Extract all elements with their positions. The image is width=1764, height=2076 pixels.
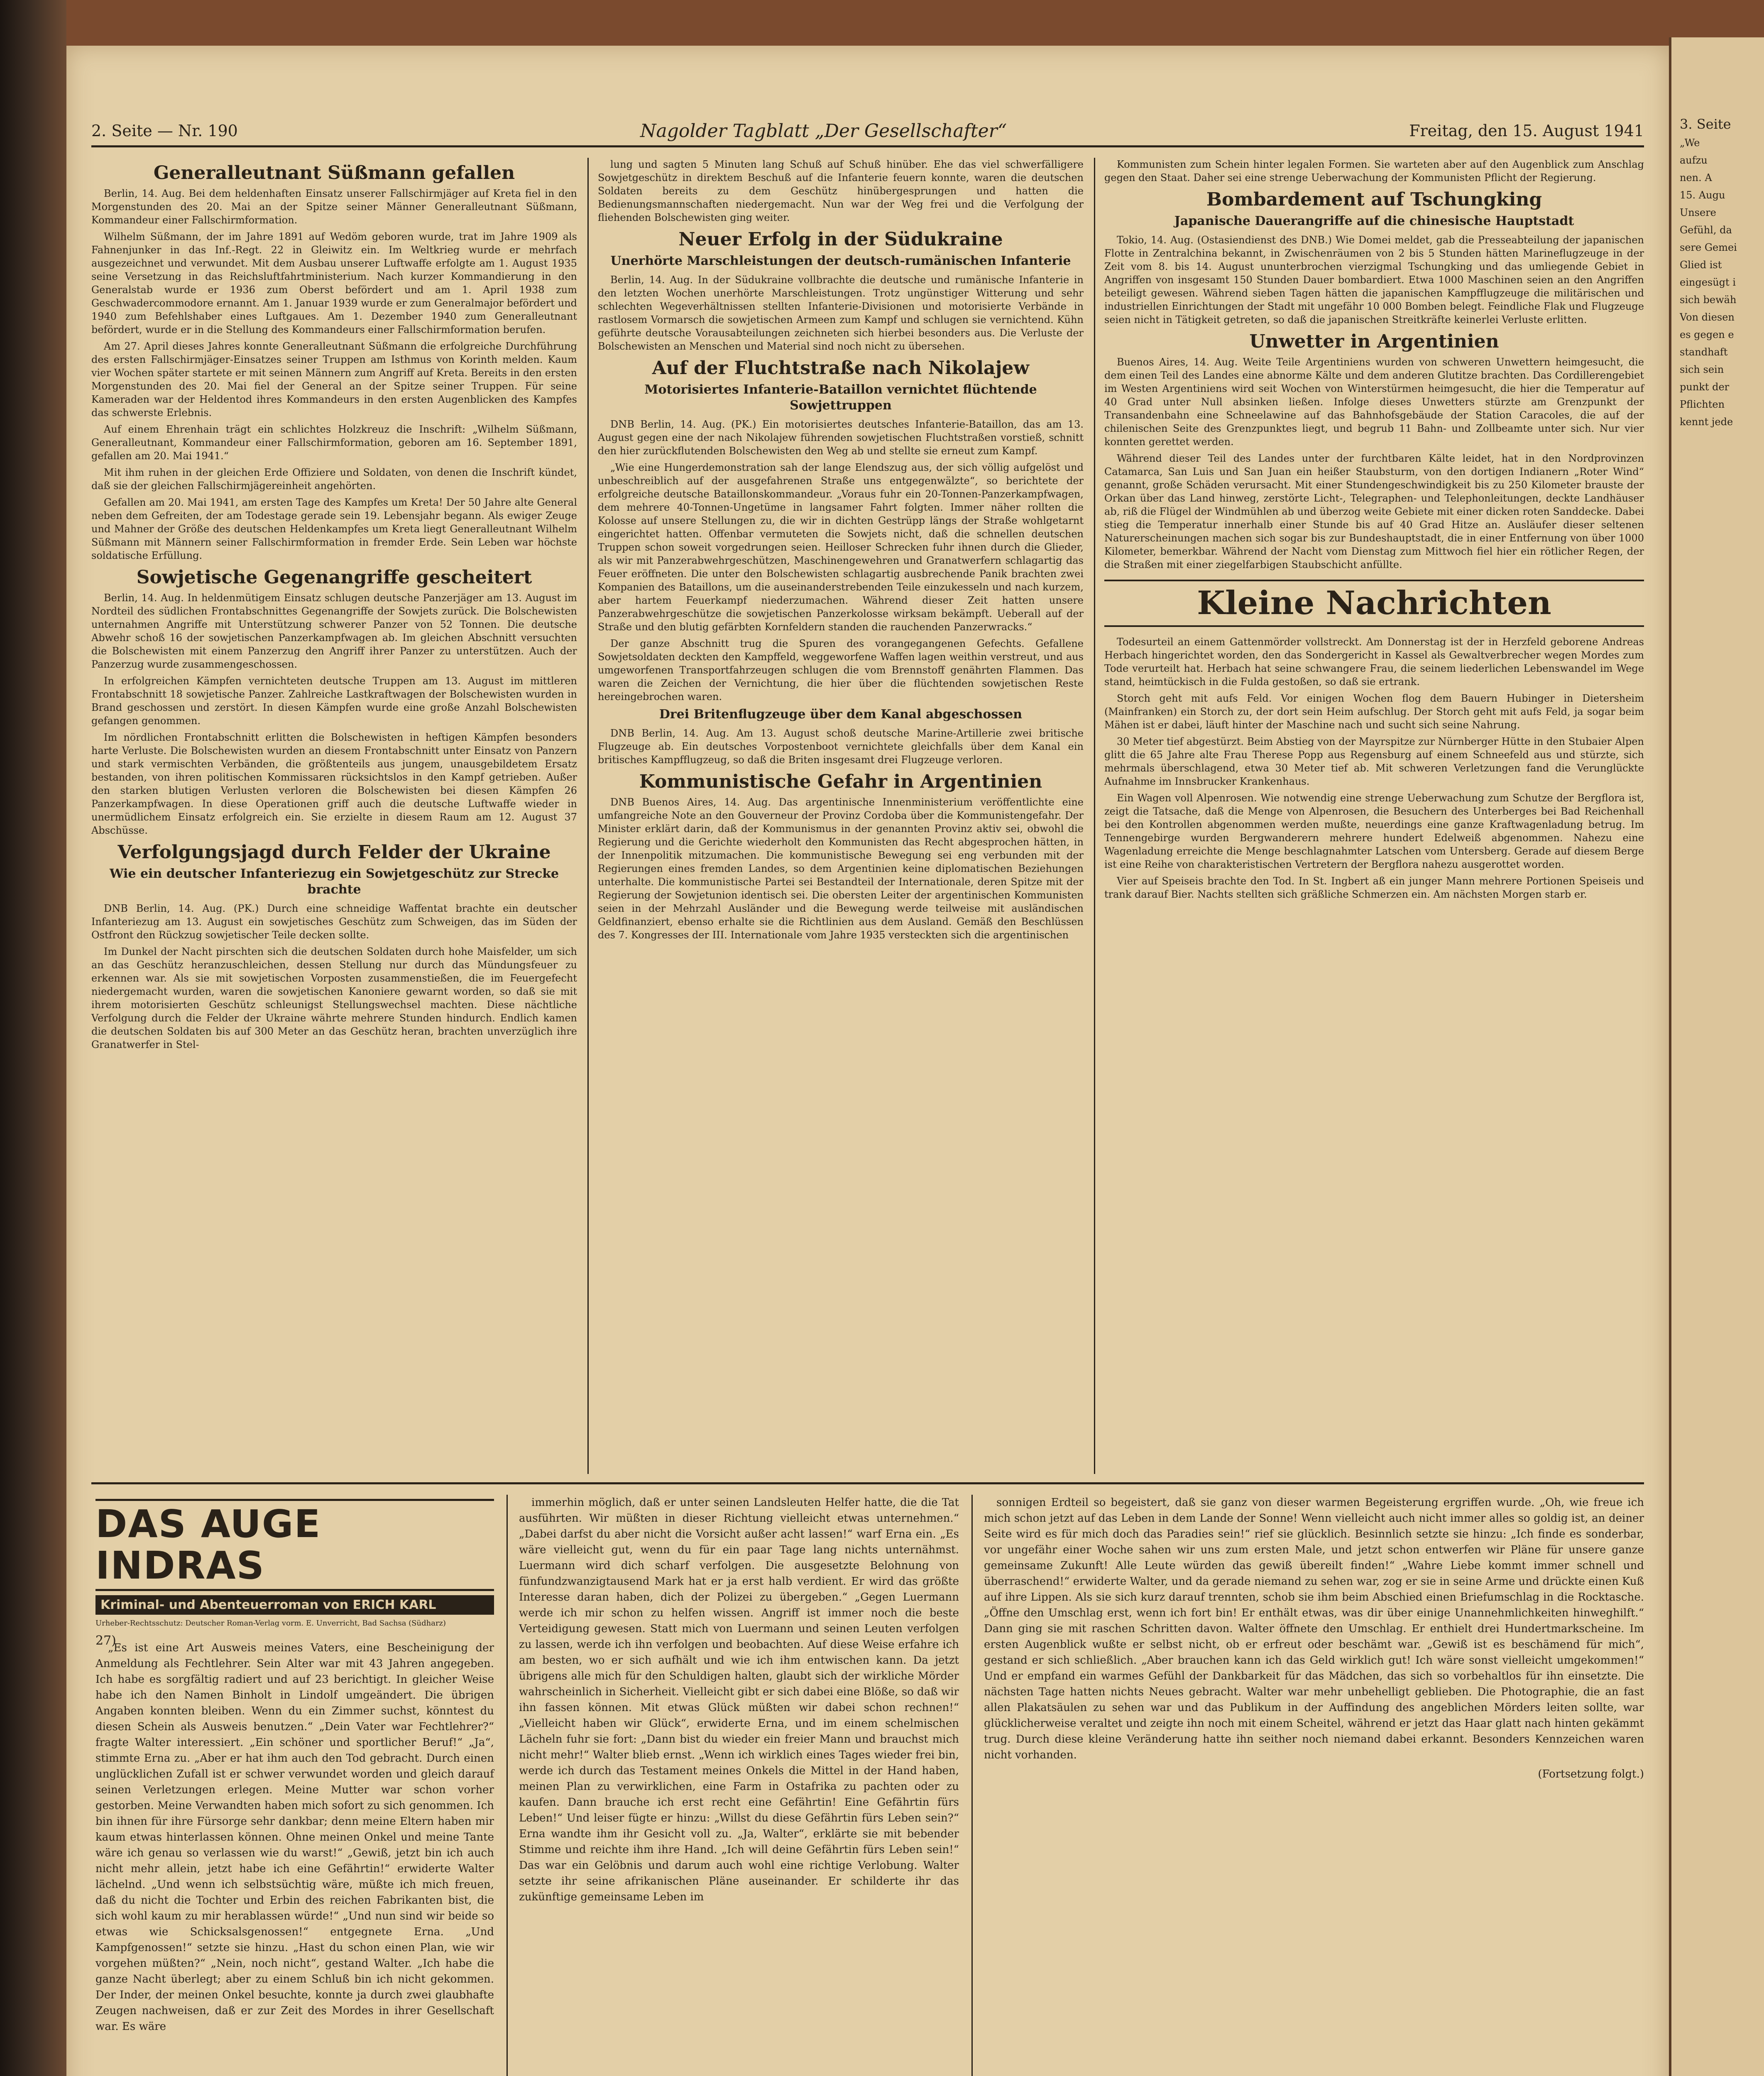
adjacent-page-line: es gegen e [1680, 329, 1734, 340]
serial-credit: Urheber-Rechtsschutz: Deutscher Roman-Verlag vorm. E. Unverricht, Bad Sachsa (Südharz) [95, 1619, 446, 1628]
news-item: Ein Wagen voll Alpenrosen. Wie notwendig eine strenge Ueberwachung zum Schutze der Bergflora ist, zeigt die Tatsache, daß die Menge von Alpenrosen, die Besuchern des Unterberges bei Bad Reichenhall bei den Kontrollen abgenommen werden mußte, neuerdings eine ganze Kraftwagenladung betrug. Im Tennengebirge wurden Bergwanderern mehrere hundert Edelweiß abgenommen. Nahezu eine Wagenladung erreichte die Menge beschlagnahmter Latschen vom Untersberg. Gerade auf diesem Berge ist eine Reihe von charakteristischen Vertretern der Bergflora nahezu ausgerottet worden. [1104, 792, 1644, 870]
article-paragraph: Berlin, 14. Aug. Bei dem heldenhaften Einsatz unserer Fallschirmjäger auf Kreta fiel in den Morgenstunden des 20. Mai an der Spitze seiner Männer Generalleutnant Süßmann, Kommandeur einer Fallschirmformation. [91, 188, 577, 226]
subheadline: Unerhörte Marschleistungen der deutsch-rumänischen Infanterie [610, 254, 1071, 268]
headline-verfolgungsjagd: Verfolgungsjagd durch Felder der Ukraine [117, 842, 551, 863]
article-paragraph: Buenos Aires, 14. Aug. Weite Teile Argentiniens wurden von schweren Unwettern heimgesucht, die dem einen Teil des Landes eine abnorme Kälte und dem anderen Glutitze brachten. Das Cordillerengebiet im Westen Argentiniens wird seit Wochen von Winterstürmen heimgesucht, die hier die Temperatur auf 40 Grad unter Null absinken ließen. Infolge dieses Unwetters stürzte am Grenzpunkt der Transandenbahn eine Schneelawine auf das Bahnhofsgebäude der Station Caracoles, die auf der chilenischen Seite des Grenzpunktes liegt, und begrub 11 Bahn- und Zollbeamte unter sich. Nur vier konnten gerettet werden. [1104, 356, 1644, 448]
headline-britenflugzeuge: Drei Britenflugzeuge über dem Kanal abgeschossen [659, 707, 1023, 722]
section-rule [91, 1482, 1644, 1484]
article-paragraph: Berlin, 14. Aug. In der Südukraine vollbrachte die deutsche und rumänische Infanterie in den letzten Wochen unerhörte Marschleistungen. Trotz ungünstiger Witterung und sehr schlechten Wegeverhältnissen stellten Infanterie-Divisionen und motorisierte Verbände in rastlosem Vormarsch die sowjetischen Armeen zum Kampf und schlugen sie vernichtend. Kühn geführte deutsche Vorausabteilungen zeichneten sich hierbei besonders aus. Die Verluste der Bolschewisten an Menschen und Material sind noch nicht zu übersehen. [598, 274, 1084, 352]
serial-column-2 [519, 1495, 959, 1908]
article-paragraph: lung und sagten 5 Minuten lang Schuß auf Schuß hinüber. Ehe das viel schwerfälligere Sowjetgeschütz in direktem Beschuß auf die Infanterie feuern konnte, waren die deutschen Soldaten bereits zu dem Geschütz hinübergesprungen und hatten die Bedienungsmannschaften niedergemacht. Nun war der Weg frei und die Verfolgung der fliehenden Bolschewisten ging weiter. [598, 159, 1084, 223]
column-rule [971, 1495, 973, 2076]
serial-column-3 [984, 1495, 1644, 1785]
article-paragraph: DNB Berlin, 14. Aug. (PK.) Durch eine schneidige Waffentat brachte ein deutscher Infanteriezug am 13. August ein sowjetisches Geschütz zum Schweigen, das im Süden der Ostfront den Rückzug sowjetischer Teile decken sollte. [91, 903, 577, 941]
adjacent-page-line: eingesügt i [1680, 277, 1736, 288]
article-paragraph: Im Dunkel der Nacht pirschten sich die deutschen Soldaten durch hohe Maisfelder, um sich an das Geschütz heranzuschleichen, dessen Stellung nur durch das Mündungsfeuer zu erkennen war. Als sie mit sowjetischen Vorposten zusammenstießen, die im Feuergefecht niedergemacht wurden, waren die sowjetischen Kanoniere gewarnt worden, so daß sie mit ihrem motorisierten Geschütz schleunigst Stellungswechsel machten. Diese nächtliche Verfolgung durch die Felder der Ukraine währte mehrere Stunden hindurch. Endlich kamen die deutschen Soldaten bis auf 300 Meter an das Geschütz heran, brachten unverzüglich ihre Granatwerfer in Stel- [91, 946, 577, 1050]
issue-date: Freitag, den 15. August 1941 [1409, 122, 1644, 140]
adjacent-page-line: sere Gemei [1680, 242, 1737, 253]
article-paragraph: Gefallen am 20. Mai 1941, am ersten Tage des Kampfes um Kreta! Der 50 Jahre alte General neben dem Gefreiten, der am Todestage gerade sein 19. Lebensjahr begann. Als ewiger Zeuge und Mahner der Größe des deutschen Heldenkampfes um Kreta liegt Generalleutnant Wilhelm Süßmann mit Männern seiner Fallschirmformation in fremder Erde. Sein Leben war höchste soldatische Erfüllung. [91, 497, 577, 561]
adjacent-page-line: sich bewäh [1680, 294, 1737, 306]
article-paragraph: DNB Buenos Aires, 14. Aug. Das argentinische Innenministerium veröffentlichte eine umfangreiche Note an den Gouverneur der Provinz Cordoba über die Kommunistengefahr. Der Minister erklärt darin, daß der Kommunismus in der genannten Provinz aktiv sei, obwohl die Regierung und die Gerichte wiederholt den Kommunisten das Recht abgesprochen hätten, in der Innenpolitik mitzumachen. Die kommunistische Bewegung sei eng verbunden mit der Regierungen eines fremden Landes, so dem Argentinien keine diplomatischen Beziehungen unterhalte. Die kommunistische Partei sei Bestandteil der Internationale, deren Spitze mit der Regierung der Sowjetunion identisch sei. Die obersten Leiter der argentinischen Kommunisten seien in der Mehrzahl Ausländer und die Bewegung werde teilweise mit ausländischen Geldfinanziert, ebenso erhalte sie die Richtlinien aus dem Ausland. Gemäß den Beschlüssen des 7. Kongresses der III. Internationale vom Jahre 1935 versteckten sich die argentinischen [598, 796, 1084, 941]
page-number: 2. Seite — Nr. 190 [91, 122, 238, 140]
adjacent-page-line: sich sein [1680, 364, 1724, 375]
headline-tschungking: Bombardement auf Tschungking [1206, 189, 1542, 210]
adjacent-page-line: „We [1680, 137, 1700, 149]
serial-installment: 27) [95, 1633, 116, 1648]
column-3 [1104, 158, 1644, 904]
adjacent-page-line: Gefühl, da [1680, 224, 1732, 236]
adjacent-page-line: punkt der [1680, 381, 1730, 393]
serial-text: sonnigen Erdteil so begeistert, daß sie ganz von dieser warmen Begeisterung ergriffen wurde. „Oh, wie freue ich mich schon jetzt auf das Leben in dem Lande der Sonne! Wenn vielleicht auch nicht immer alles so goldig ist, an deiner Seite wird es für mich doch das Paradies sein!“ rief sie glücklich. Besinnlich setzte sie hinzu: „Ich finde es sonderbar, vor ungefähr einer Woche sahen wir uns zum ersten Male, und jetzt schon entwerfen wir Pläne für unsere ganze gemeinsame Zukunft! Alle Leute würden das gewiß übereilt finden!“ „Wahre Liebe kommt immer schnell und überraschend!“ erwiderte Walter, und da gerade niemand zu sehen war, zog er sie in seine Arme und drückte einen Kuß auf ihre Lippen. Als sie sich kurz darauf trennten, schob sie ihm beim Abschied einen Briefumschlag in die Rocktasche. „Öffne den Umschlag erst, wenn ich fort bin! Er enthält etwas, was dir über einige Unannehmlichkeiten hinweghilft.“ Dann ging sie mit raschen Schritten davon. Walter öffnete den Umschlag. Er enthielt drei Hundertmarkscheine. Im ersten Augenblick wußte er selbst nicht, ob er erfreut oder beschämt war. „Gewiß ist es beschämend für mich“, gestand er sich schließlich. „Aber brauchen kann ich das Geld wirklich gut! Ich wäre sonst vielleicht umgekommen!“ Und er empfand ein warmes Gefühl der Dankbarkeit für das Mädchen, das sich so vorbehaltlos für ihn einsetzte. Die nächsten Tage hatten nichts Neues gebracht. Walter war mehr unbehelligt geblieben. Die Photographie, die an fast allen Plakatsäulen zu sehen war und das Publikum in der Auffindung des angeblichen Mörders leiten sollte, war glücklicherweise veraltet und zeigte ihn noch mit einem Scheitel, während er jetzt das Haar glatt nach hinten gekämmt trug. Durch diese kleine Veränderung hatte ihn seither noch niemand dabei erkannt. Besonders Kennzeichen waren nicht vorhanden. [984, 1496, 1644, 1761]
newspaper-title: Nagolder Tagblatt „Der Gesellschafter“ [640, 120, 1007, 142]
adjacent-page-line: standhaft [1680, 346, 1728, 358]
article-paragraph: Kommunisten zum Schein hinter legalen Formen. Sie warteten aber auf den Augenblick zum Anschlag gegen den Staat. Daher sei eine strenge Ueberwachung der Kommunisten Pflicht der Regierung. [1104, 159, 1644, 184]
serial-header [95, 1499, 494, 1648]
adjacent-page-line: Von diesen [1680, 311, 1735, 323]
headline-kleine-nachrichten: Kleine Nachrichten [1104, 580, 1644, 627]
serial-title: DAS AUGE INDRAS [95, 1499, 494, 1591]
headline-nikolajew: Auf der Fluchtstraße nach Nikolajew [652, 357, 1030, 379]
serial-continued: (Fortsetzung folgt.) [1538, 1768, 1644, 1780]
subheadline: Japanische Dauerangriffe auf die chinesische Hauptstadt [1174, 214, 1574, 228]
column-2 [598, 158, 1084, 945]
article-paragraph: Tokio, 14. Aug. (Ostasiendienst des DNB.) Wie Domei meldet, gab die Pressеabteilung der japanischen Flotte in Zentralchina bekannt, in Zwischenräumen von 2 bis 5 Stunden hätten Marineflugzeuge in der Zeit vom 8. bis 14. August ununterbrochen vierzigmal Tschungking und das umliegende Gebiet in Angriffen von insgesamt 150 Stunden Dauer bombardiert. Etwa 1000 Maschinen seien an den Angriffen beteiligt gewesen. Während sieben Tagen hätten die japanischen Kampfflugzeuge die militärischen und industriellen Einrichtungen der Stadt mit ungefähr 10 000 Bomben belegt. Feindliche Flak und Flugzeuge seien nicht in Tätigkeit getreten, so daß die japanischen Streitkräfte keinerlei Verluste erlitten. [1104, 234, 1644, 326]
adjacent-page-number: 3. Seite [1680, 116, 1731, 132]
column-rule [506, 1495, 508, 2076]
article-paragraph: Mit ihm ruhen in der gleichen Erde Offiziere und Soldaten, von denen die Inschrift kündet, daß sie der gleichen Fallschirmjägereinheit angehörten. [91, 467, 577, 492]
article-paragraph: In erfolgreichen Kämpfen vernichteten deutsche Truppen am 13. August im mittleren Frontabschnitt 18 sowjetische Panzer. Zahlreiche Lastkraftwagen der Bolschewisten wurden in Brand geschossen und zerstört. In diesen Kämpfen wurde eine große Anzahl Bolschewisten gefangen genommen. [91, 675, 577, 727]
article-paragraph: Am 27. April dieses Jahres konnte Generalleutnant Süßmann die erfolgreiche Durchführung des ersten Fallschirmjäger-Einsatzes seiner Truppen am Isthmus von Korinth melden. Kaum vier Wochen später startete er mit seinen Männern zum Angriff auf Kreta. Bereits in den ersten Morgenstunden des 20. Mai fiel der General an der Spitze seiner Truppen. Für seine Kameraden war der Heldentod ihres Kommandeurs in den ersten Augenblicken des Kampfes das schwerste Erlebnis. [91, 340, 577, 419]
serial-subtitle: Kriminal- und Abenteuerroman von ERICH KARL [95, 1595, 494, 1615]
article-paragraph: Der ganze Abschnitt trug die Spuren des vorangegangenen Gefechts. Gefallene Sowjetsoldaten deckten den Kampffeld, weggeworfene Waffen lagen weithin verstreut, und aus umgeworfenen Transportfahrzeugen schlugen die vom Brennstoff genährten Flammen. Das waren die Zeichen der Vernichtung, die hier über die flüchtenden sowjetischen Reste hereingebrochen waren. [598, 638, 1084, 703]
serial-text: „Es ist eine Art Ausweis meines Vaters, eine Bescheinigung der Anmeldung als Fechtlehrer. Sein Alter war mit 43 Jahren angegeben. Ich habe es sorgfältig radiert und auf 23 berichtigt. In gleicher Weise habe ich den Namen Binholt in Lindolf umgeändert. Die übrigen Angaben konnten bleiben. Wenn du ein Zimmer suchst, könntest du diesen Schein als Ausweis benutzen.“ „Dein Vater war Fechtlehrer?“ fragte Walter interessiert. „Ein schöner und sportlicher Beruf!“ „Ja“, stimmte Erna zu. „Aber er hat ihm auch den Tod gebracht. Durch einen unglücklichen Zufall ist er schwer verwundet worden und gleich darauf seinen Verletzungen erlegen. Meine Mutter war schon vorher gestorben. Meine Verwandten haben mich sofort zu sich genommen. Ich bin ihnen für ihre Fürsorge sehr dankbar; denn meine Eltern haben mir kaum etwas hinterlassen können. Ohne meinen Onkel und meine Tante wäre ich genau so verlassen wie du warst!“ „Gewiß, jetzt bin ich auch nicht mehr allein, jetzt habe ich eine Gefährtin!“ erwiderte Walter lächelnd. „Und wenn ich selbstsüchtig wäre, müßte ich mich freuen, daß du nicht die Tochter und Erbin des reichen Fabrikanten bist, die sich wohl kaum zu mir herablassen würde!“ „Und nun sind wir beide so etwas wie Schicksalsgenossen!“ entgegnete Erna. „Und Kampfgenossen!“ setzte sie hinzu. „Hast du schon einen Plan, wie wir vorgehen müßten?“ „Nein, noch nicht“, gestand Walter. „Ich habe die ganze Nacht überlegt; aber zu einem Schluß bin ich nicht gekommen. Der Inder, der meinen Onkel besuchte, konnte ja durch zwei glaubhafte Zeugen nachweisen, daß er zur Zeit des Mordes in ihrer Gesellschaft war. Es wäre [95, 1642, 494, 2033]
article-paragraph: „Wie eine Hungerdemonstration sah der lange Elendszug aus, der sich völlig aufgelöst und unbeschreiblich auf der ausgefahrenen Straße uns entgegenwälzte“, so berichtete der erfolgreiche deutsche Bataillonskommandeur. „Voraus fuhr ein 20-Tonnen-Panzerkampfwagen, dem mehrere 40-Tonnen-Ungetüme in langsamer Fahrt folgten. Immer näher rollten die Kolosse auf unsere Stellungen zu, die wir in dichten Gestrüpp längs der Straße wohlgetarnt eingerichtet hatten. Offenbar vermuteten die Sowjets nicht, daß die schnellen deutschen Truppen schon soweit vorgedrungen seien. Heilloser Schrecken fuhr ihnen durch die Glieder, als wir mit Panzerabwehrgeschützen, Maschinengewehren und Granatwerfern schlagartig das Feuer eröffneten. Die unter den Bolschewisten schlagartig ausbrechende Panik brachten zwei Kompanien des Bataillons, um die auseinanderstrebenden Teile einzukesseln und nach kurzem, aber hartem Feuerkampf niederzumachen. Während dieser Zeit hatten unsere Panzerabwehrgeschütze die sowjetischen Panzerkolosse wirksam bekämpft. Ueberall auf der Straße und den blutig gefärbten Kornfeldern standen die rauchenden Panzerwracks.“ [598, 462, 1084, 633]
headline-suessmann: Generalleutnant Süßmann gefallen [153, 162, 515, 184]
adjacent-page-text [1671, 136, 1764, 428]
column-rule [1094, 158, 1095, 1474]
subheadline: Motorisiertes Infanterie-Bataillon vernichtet flüchtende Sowjettruppen [644, 382, 1037, 413]
column-rule [587, 158, 589, 1474]
column-1 [91, 158, 577, 1055]
serial-text: immerhin möglich, daß er unter seinen Landsleuten Helfer hatte, die die Tat ausführten. Wir müßten in dieser Richtung vielleicht etwas unternehmen.“ „Dabei darfst du aber nicht die Vorsicht außer acht lassen!“ warf Erna ein. „Es wäre vielleicht gut, wenn du für ein paar Tage lang nichts unternähmst. Luermann wird dich scharf verfolgen. Die ausgesetzte Belohnung von fünfundzwanzigtausend Mark hat er ja erst halb verdient. Er wird das größte Interesse daran haben, dich der Polizei zu übergeben.“ „Gegen Luermann werde ich mir schon zu helfen wissen. Angriff ist immer noch die beste Verteidigung gewesen. Statt mich von Luermann und seinen Leuten verfolgen zu lassen, werde ich ihn verfolgen und beobachten. Auf diese Weise erfahre ich am besten, wo er sich aufhält und wie ich ihm entwischen kann. Da jetzt übrigens alle mich für den Schuldigen halten, glaubt sich der wirkliche Mörder wahrscheinlich in Sicherheit. Vielleicht gibt er sich dabei eine Blöße, so daß wir ihn fassen können. Mit etwas Glück müßten wir dabei schon rechnen!“ „Vielleicht haben wir Glück“, erwiderte Erna, und im einem schelmischen Lächeln fuhr sie fort: „Dann bist du wieder ein freier Mann und brauchst mich nicht mehr!“ Walter blieb ernst. „Wenn ich wirklich eines Tages wieder frei bin, werde ich durch das Testament meines Onkels die Mittel in der Hand haben, meinen Plan zu verwirklichen, eine Farm in Ostafrika zu pachten oder zu kaufen. Dann brauche ich erst recht eine Gefährtin! Eine Gefährtin fürs Leben!“ Und leiser fügte er hinzu: „Willst du diese Gefährtin fürs Leben sein?“ Erna wandte ihm ihr Gesicht voll zu. „Ja, Walter“, erklärte sie mit bebender Stimme und reichte ihm ihre Hand. „Ich will deine Gefährtin fürs Leben sein!“ Das war ein Gelöbnis und darum auch wohl eine richtige Verlobung. Walter setzte ihr seine afrikanischen Pläne auseinander. Er schilderte ihr das zukünftige gemeinsame Leben im [519, 1496, 959, 1903]
news-item: 30 Meter tief abgestürzt. Beim Abstieg von der Mayrspitze zur Nürnberger Hütte in den Stubaier Alpen glitt die 65 Jahre alte Frau Therese Popp aus Regensburg auf einem Schneefeld aus und stürzte, sich mehrmals überschlagend, etwa 30 Meter tief ab. Mit schweren Verletzungen fand die Verunglückte Aufnahme im Innsbrucker Krankenhaus. [1104, 736, 1644, 787]
article-paragraph: DNB Berlin, 14. Aug. (PK.) Ein motorisiertes deutsches Infanterie-Bataillon, das am 13. August gegen eine der nach Nikolajew führenden sowjetischen Fluchtstraßen vorstieß, schnitt den hier zurückflutenden Bolschewisten den Weg ab und stellte sie erneut zum Kampf. [598, 419, 1084, 457]
adjacent-page-line: Pflichten [1680, 399, 1725, 410]
adjacent-page-line: Unsere [1680, 207, 1716, 218]
masthead [91, 116, 1644, 147]
article-paragraph: Im nördlichen Frontabschnitt erlitten die Bolschewisten in heftigen Kämpfen besonders harte Verluste. Die Bolschewisten wurden an diesem Frontabschnitt unter Einsatz von Panzern und stark vermischten Verbänden, die größtenteils aus jungem, unausgebildetem Ersatz bestanden, von ihren politischen Kommissaren rücksichtslos in den Kampf getrieben. Außer den starken blutigen Verlusten verloren die Bolschewisten bei diesen Kämpfen 26 Panzerkampfwagen. In diese Operationen griff auch die deutsche Luftwaffe wieder in unermüdlichem Einsatz erfolgreich ein. Sie erzielte in diesem Raum am 12. August 37 Abschüsse. [91, 732, 577, 836]
article-paragraph: Berlin, 14. Aug. In heldenmütigem Einsatz schlugen deutsche Panzerjäger am 13. August im Nordteil des südlichen Frontabschnittes Gegenangriffe der Sowjets zurück. Die Bolschewisten unternahmen Angriffe mit Unterstützung schwerer Panzer von 52 Tonnen. Die deutsche Abwehr schoß 16 der sowjetischen Panzerkampfwagen ab. Im gleichen Abschnitt versuchten die Bolschewisten mit einem Panzerzug den Angriff ihrer Panzer zu unterstützen. Auch der Panzerzug wurde zusammengeschossen. [91, 592, 577, 670]
article-paragraph: Auf einem Ehrenhain trägt ein schlichtes Holzkreuz die Inschrift: „Wilhelm Süßmann, Generalleutnant, Kommandeur einer Fallschirmformation, geboren am 16. September 1891, gefallen am 20. Mai 1941.“ [91, 424, 577, 462]
adjacent-page [1669, 37, 1764, 2076]
article-paragraph: Während dieser Teil des Landes unter der furchtbaren Kälte leidet, hat in den Nordprovinzen Catamarca, San Luis und San Juan ein heißer Staubsturm, von den dortigen Indianern „Roter Wind“ genannt, große Schäden verursacht. Mit einer Stundengeschwindigkeit bis zu 250 Kilometer brauste der Orkan über das Land hinweg, zerstörte Licht-, Telegraphen- und Telephonleitungen, deckte Landhäuser ab, riß die Flügel der Windmühlen ab und überzog weite Gebiete mit einer dicken roten Sanddecke. Dabei stieg die Temperatur innerhalb einer Stunde bis auf 40 Grad Hitze an. Ausläufer dieser seltenen Naturerscheinungen machen sich sogar bis zur Bundeshauptstadt, die in einer Entfernung von über 1000 Kilometer, bemerkbar. Während der Nacht vom Dienstag zum Mittwoch fiel hier ein rötlicher Regen, der die Straßen mit einer ziegelfarbigen Staubschicht anfüllte. [1104, 453, 1644, 570]
headline-kommunistische-gefahr: Kommunistische Gefahr in Argentinien [639, 771, 1042, 792]
adjacent-page-line: 15. Augu [1680, 189, 1725, 201]
book-binding [0, 0, 66, 2076]
headline-gegenangriffe: Sowjetische Gegenangriffe gescheitert [136, 567, 532, 588]
article-paragraph: Wilhelm Süßmann, der im Jahre 1891 auf Wedöm geboren wurde, trat im Jahre 1909 als Fahnenjunker in das Inf.-Regt. 22 in Gleiwitz ein. Im Weltkrieg wurde er mehrfach ausgezeichnet und verwundet. Mit dem Ausbau unserer Luftwaffe erfolgte am 1. August 1935 seine Versetzung in das Reichsluftfahrtministerium. Nach kurzer Kommandierung in den Generalstab wurde er 1936 zum Oberst befördert und am 1. April 1938 zum Geschwadercommodore ernannt. Am 1. Januar 1939 wurde er zum Generalmajor befördert und 1940 zum Befehlshaber eines Luftgaues. Am 1. Dezember 1940 zum Generalleutnant befördert, wurde er in die Stellung des Kommandeurs einer Fallschirmformation berufen. [91, 231, 577, 335]
news-item: Storch geht mit aufs Feld. Vor einigen Wochen flog dem Bauern Hubinger in Dietersheim (Mainfranken) ein Storch zu, der dort sein Heim aufschlug. Der Storch geht mit aufs Feld, ja sogar beim Mähen ist er dabei, läuft hinter der Maschine nach und sucht sich seine Nahrung. [1104, 693, 1644, 731]
headline-suedukraine: Neuer Erfolg in der Südukraine [678, 229, 1003, 250]
subheadline: Wie ein deutscher Infanteriezug ein Sowjetgeschütz zur Strecke brachte [109, 867, 559, 897]
headline-unwetter: Unwetter in Argentinien [1249, 331, 1499, 352]
adjacent-page-line: kennt jede [1680, 416, 1733, 428]
newspaper-page [66, 46, 1669, 2076]
article-paragraph: DNB Berlin, 14. Aug. Am 13. August schoß deutsche Marine-Artillerie zwei britische Flugzeuge ab. Ein deutsches Vorpostenboot vernichtete gleichfalls über dem Kanal ein britisches Kampfflugzeug, so daß die Briten insgesamt drei Flugzeuge verloren. [598, 727, 1084, 766]
adjacent-page-line: Glied ist [1680, 259, 1722, 271]
news-item: Vier auf Speiseis brachte den Tod. In St. Ingbert aß ein junger Mann mehrere Portionen Speiseis und trank darauf Bier. Nachts stellten sich gräßliche Schmerzen ein. Am nächsten Morgen starb er. [1104, 875, 1644, 900]
news-item: Todesurteil an einem Gattenmörder vollstreckt. Am Donnerstag ist der in Herzfeld geborene Andreas Herbach hingerichtet worden, den das Sondergericht in Kassel als Gewaltverbrecher wegen Mordes zum Tode verurteilt hat. Herbach hat seine schwangere Frau, die seinem liederlichen Lebenswandel im Wege stand, heimtückisch in die Fulda gestoßen, so daß sie ertrank. [1104, 636, 1644, 688]
adjacent-page-line: nen. A [1680, 172, 1712, 184]
adjacent-page-line: aufzu [1680, 154, 1708, 166]
serial-column-1 [95, 1640, 494, 2038]
